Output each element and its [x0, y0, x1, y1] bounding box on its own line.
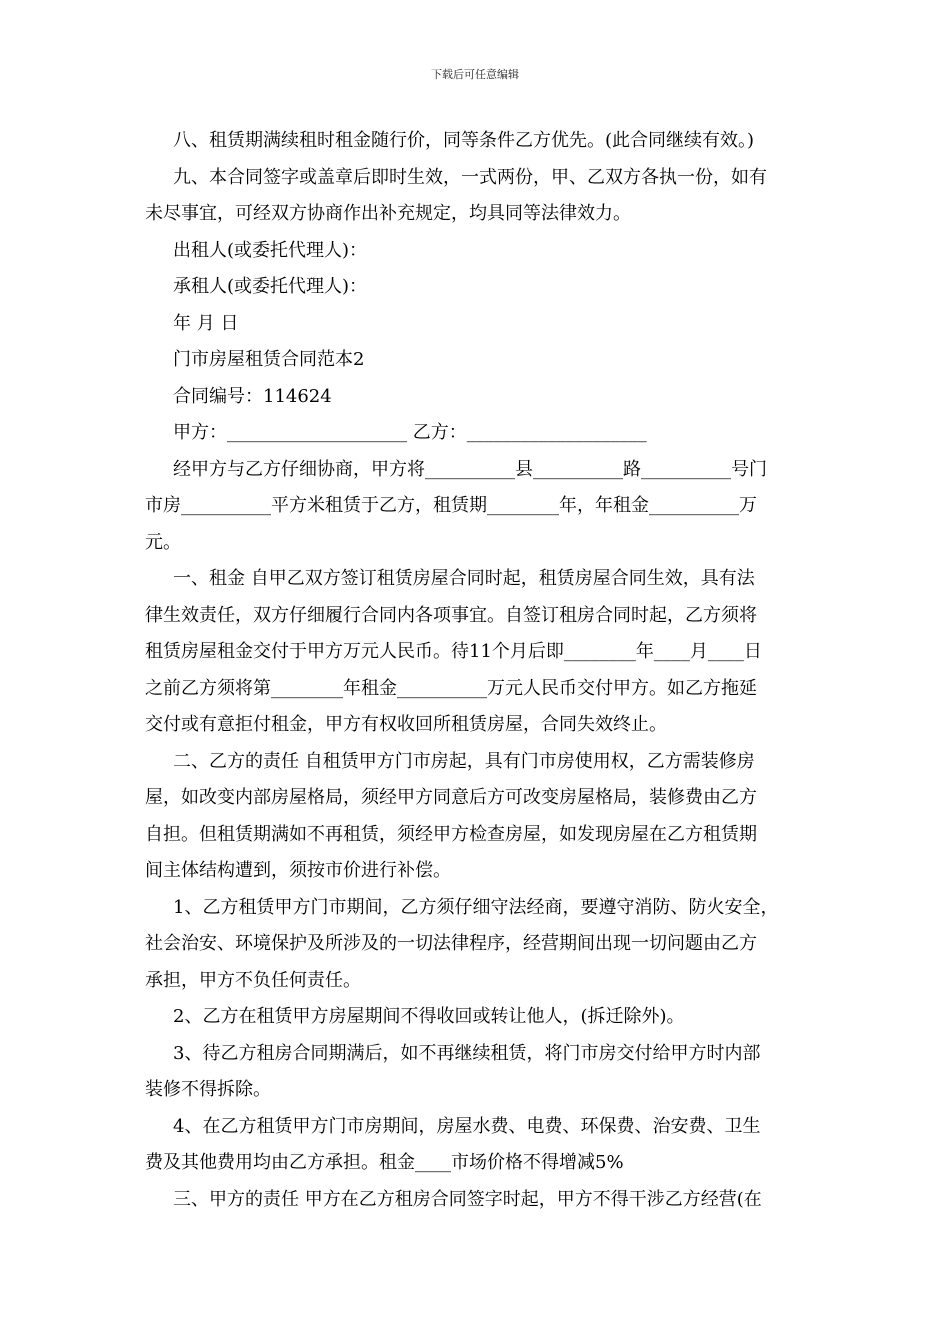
lessee-signature-line: 承租人(或委托代理人)：	[173, 276, 368, 297]
item-3-line-1: 3、待乙方租房合同期满后，如不再继续租赁，将门市房交付给甲方时内部	[173, 1042, 761, 1064]
contract-title: 门市房屋租赁合同范本2	[173, 349, 365, 370]
parties-line: 甲方：____________________ 乙方：____________________	[173, 422, 647, 443]
clause-9-line-1: 九、本合同签字或盖章后即时生效，一式两份，甲、乙双方各执一份，如有	[173, 166, 767, 188]
item-1-line-1: 1、乙方租赁甲方门市期间，乙方须仔细守法经商，要遵守消防、防火安全，	[173, 896, 779, 918]
document-body	[145, 123, 810, 1218]
lessor-duty-line-1: 三、甲方的责任 甲方在乙方租房合同签字时起，甲方不得干涉乙方经营(在	[173, 1188, 762, 1210]
lessee-duty-line-3: 自担。但租赁期满如不再租赁，须经甲方检查房屋，如发现房屋在乙方租赁期	[145, 823, 757, 845]
contract-number: 合同编号：114624	[173, 385, 332, 407]
clause-8: 八、租赁期满续租时租金随行价，同等条件乙方优先。(此合同继续有效。)	[173, 130, 755, 151]
item-4-line-1: 4、在乙方租赁甲方门市房期间，房屋水费、电费、环保费、治安费、卫生	[173, 1115, 761, 1137]
item-4-line-2: 费及其他费用均由乙方承担。租金____市场价格不得增减5%	[145, 1152, 624, 1173]
clause-9-line-2: 未尽事宜，可经双方协商作出补充规定，均具同等法律效力。	[145, 203, 631, 224]
preamble-line-3: 元。	[145, 531, 181, 553]
item-1-line-2: 社会治安、环境保护及所涉及的一切法律程序，经营期间出现一切问题由乙方	[145, 933, 757, 954]
item-1-line-3: 承担，甲方不负任何责任。	[145, 969, 361, 991]
rent-clause-line-5: 交付或有意拒付租金，甲方有权收回所租赁房屋，合同失效终止。	[145, 714, 667, 735]
preamble-line-1: 经甲方与乙方仔细协商，甲方将__________县__________路__________号门	[173, 458, 767, 480]
rent-clause-line-4: 之前乙方须将第________年租金__________万元人民币交付甲方。如乙方拖延	[145, 677, 757, 699]
page-header: 下载后可任意编辑	[431, 68, 519, 81]
lessee-duty-line-4: 间主体结构遭到，须按市价进行补偿。	[145, 860, 451, 881]
item-3-line-2: 装修不得拆除。	[145, 1079, 271, 1100]
date-line: 年 月 日	[173, 312, 239, 334]
rent-clause-line-3: 租赁房屋租金交付于甲方万元人民币。待11个月后即________年____月____日	[145, 641, 762, 662]
rent-clause-line-2: 律生效责任，双方仔细履行合同内各项事宜。自签订租房合同时起，乙方须将	[145, 604, 757, 626]
lessor-signature-line: 出租人(或委托代理人)：	[173, 239, 368, 261]
item-2: 2、乙方在租赁甲方房屋期间不得收回或转让他人，(拆迁除外)。	[173, 1006, 685, 1027]
lessee-duty-line-1: 二、乙方的责任 自租赁甲方门市房起，具有门市房使用权，乙方需装修房	[173, 750, 755, 772]
rent-clause-line-1: 一、租金 自甲乙双方签订租赁房屋合同时起，租赁房屋合同生效，具有法	[173, 568, 755, 589]
preamble-line-2: 市房__________平方米租赁于乙方，租赁期________年，年租金__________万	[145, 495, 757, 516]
lessee-duty-line-2: 屋，如改变内部房屋格局，须经甲方同意后方可改变房屋格局，装修费由乙方	[145, 787, 757, 808]
